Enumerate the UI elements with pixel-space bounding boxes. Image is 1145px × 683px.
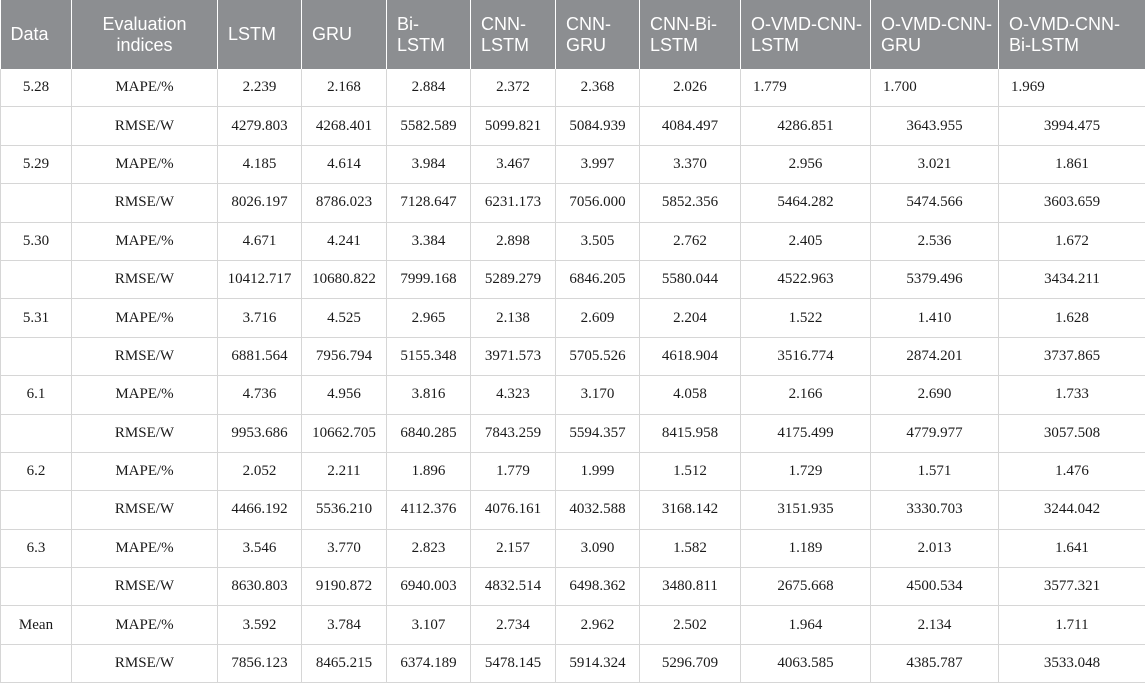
metric-cell: RMSE/W (72, 107, 218, 145)
value-cell: 3994.475 (999, 107, 1145, 145)
value-cell: 2.898 (471, 222, 556, 260)
table-row (1, 299, 1145, 337)
table-row (1, 606, 1145, 644)
value-cell: 5705.526 (556, 337, 640, 375)
value-cell: 2.013 (871, 529, 999, 567)
table-row (1, 491, 1145, 529)
metric-cell: MAPE/% (72, 145, 218, 183)
table-row (1, 452, 1145, 490)
value-cell: 3057.508 (999, 414, 1145, 452)
value-cell: 3480.811 (640, 568, 741, 606)
value-cell: 6840.285 (387, 414, 471, 452)
value-cell: 3971.573 (471, 337, 556, 375)
value-cell: 1.512 (640, 452, 741, 490)
metric-cell: RMSE/W (72, 491, 218, 529)
value-cell: 7128.647 (387, 184, 471, 222)
value-cell: 5099.821 (471, 107, 556, 145)
value-cell: 4.323 (471, 376, 556, 414)
value-cell: 2.609 (556, 299, 640, 337)
value-cell: 7856.123 (218, 644, 302, 682)
value-cell: 3168.142 (640, 491, 741, 529)
value-cell: 4466.192 (218, 491, 302, 529)
value-cell: 2.405 (741, 222, 871, 260)
value-cell: 3.816 (387, 376, 471, 414)
value-cell: 2675.668 (741, 568, 871, 606)
value-cell: 3603.659 (999, 184, 1145, 222)
table-row (1, 184, 1145, 222)
value-cell: 2.884 (387, 69, 471, 107)
value-cell: 5536.210 (302, 491, 387, 529)
value-cell: 2.734 (471, 606, 556, 644)
value-cell: 3330.703 (871, 491, 999, 529)
table-row (1, 260, 1145, 298)
value-cell: 4.736 (218, 376, 302, 414)
date-cell: 5.29 (1, 145, 72, 183)
metric-cell: RMSE/W (72, 568, 218, 606)
date-cell: 5.28 (1, 69, 72, 107)
value-cell: 2.157 (471, 529, 556, 567)
value-cell: 4500.534 (871, 568, 999, 606)
value-cell: 3577.321 (999, 568, 1145, 606)
value-cell: 3151.935 (741, 491, 871, 529)
value-cell: 1.189 (741, 529, 871, 567)
table-row (1, 376, 1145, 414)
value-cell: 8630.803 (218, 568, 302, 606)
value-cell: 4175.499 (741, 414, 871, 452)
metric-cell: RMSE/W (72, 644, 218, 682)
header-cell: LSTM (218, 0, 302, 69)
table-row (1, 107, 1145, 145)
value-cell: 3.370 (640, 145, 741, 183)
value-cell: 2.965 (387, 299, 471, 337)
value-cell: 5914.324 (556, 644, 640, 682)
value-cell: 2.690 (871, 376, 999, 414)
table-row (1, 222, 1145, 260)
value-cell: 2.962 (556, 606, 640, 644)
value-cell: 5296.709 (640, 644, 741, 682)
value-cell: 4286.851 (741, 107, 871, 145)
value-cell: 1.672 (999, 222, 1145, 260)
table-header (1, 0, 1145, 69)
value-cell: 9190.872 (302, 568, 387, 606)
date-cell: 5.31 (1, 299, 72, 337)
header-cell: CNN-Bi-LSTM (640, 0, 741, 69)
table-row (1, 414, 1145, 452)
table-row (1, 568, 1145, 606)
value-cell: 4618.904 (640, 337, 741, 375)
value-cell: 4.241 (302, 222, 387, 260)
value-cell: 3244.042 (999, 491, 1145, 529)
value-cell: 3.090 (556, 529, 640, 567)
date-cell (1, 414, 72, 452)
value-cell: 3.784 (302, 606, 387, 644)
date-cell: 6.2 (1, 452, 72, 490)
value-cell: 2.762 (640, 222, 741, 260)
value-cell: 5155.348 (387, 337, 471, 375)
header-row (1, 0, 1145, 69)
value-cell: 1.729 (741, 452, 871, 490)
table-row (1, 529, 1145, 567)
value-cell: 8465.215 (302, 644, 387, 682)
value-cell: 5084.939 (556, 107, 640, 145)
value-cell: 4832.514 (471, 568, 556, 606)
value-cell: 3.384 (387, 222, 471, 260)
value-cell: 1.779 (471, 452, 556, 490)
header-cell: GRU (302, 0, 387, 69)
metric-cell: RMSE/W (72, 414, 218, 452)
value-cell: 3434.211 (999, 260, 1145, 298)
value-cell: 6940.003 (387, 568, 471, 606)
value-cell: 4063.585 (741, 644, 871, 682)
value-cell: 6846.205 (556, 260, 640, 298)
header-cell: Data (1, 0, 72, 69)
metric-cell: MAPE/% (72, 69, 218, 107)
value-cell: 2.502 (640, 606, 741, 644)
date-cell: 6.3 (1, 529, 72, 567)
value-cell: 2.372 (471, 69, 556, 107)
value-cell: 2.536 (871, 222, 999, 260)
value-cell: 3737.865 (999, 337, 1145, 375)
value-cell: 1.628 (999, 299, 1145, 337)
value-cell: 10680.822 (302, 260, 387, 298)
value-cell: 3.592 (218, 606, 302, 644)
value-cell: 4.614 (302, 145, 387, 183)
value-cell: 6881.564 (218, 337, 302, 375)
table-row (1, 145, 1145, 183)
value-cell: 6231.173 (471, 184, 556, 222)
metric-cell: MAPE/% (72, 606, 218, 644)
date-cell: 6.1 (1, 376, 72, 414)
date-cell (1, 260, 72, 298)
date-cell (1, 568, 72, 606)
value-cell: 6374.189 (387, 644, 471, 682)
value-cell: 4.525 (302, 299, 387, 337)
value-cell: 3.107 (387, 606, 471, 644)
value-cell: 2.368 (556, 69, 640, 107)
date-cell: Mean (1, 606, 72, 644)
value-cell: 2.956 (741, 145, 871, 183)
header-cell: CNN-GRU (556, 0, 640, 69)
value-cell: 2.823 (387, 529, 471, 567)
value-cell: 7056.000 (556, 184, 640, 222)
value-cell: 1.522 (741, 299, 871, 337)
metric-cell: MAPE/% (72, 452, 218, 490)
header-cell: CNN-LSTM (471, 0, 556, 69)
value-cell: 3.021 (871, 145, 999, 183)
value-cell: 4076.161 (471, 491, 556, 529)
value-cell: 3.997 (556, 145, 640, 183)
value-cell: 3643.955 (871, 107, 999, 145)
value-cell: 4.956 (302, 376, 387, 414)
value-cell: 1.969 (999, 69, 1145, 107)
value-cell: 4279.803 (218, 107, 302, 145)
value-cell: 1.582 (640, 529, 741, 567)
date-cell: 5.30 (1, 222, 72, 260)
value-cell: 1.711 (999, 606, 1145, 644)
value-cell: 1.896 (387, 452, 471, 490)
metric-cell: RMSE/W (72, 337, 218, 375)
value-cell: 1.733 (999, 376, 1145, 414)
value-cell: 5594.357 (556, 414, 640, 452)
value-cell: 2.052 (218, 452, 302, 490)
metric-cell: MAPE/% (72, 376, 218, 414)
table-body (1, 69, 1145, 683)
table-row (1, 337, 1145, 375)
value-cell: 5464.282 (741, 184, 871, 222)
value-cell: 8026.197 (218, 184, 302, 222)
metric-cell: RMSE/W (72, 184, 218, 222)
metric-cell: MAPE/% (72, 529, 218, 567)
metric-cell: MAPE/% (72, 222, 218, 260)
value-cell: 6498.362 (556, 568, 640, 606)
value-cell: 5289.279 (471, 260, 556, 298)
value-cell: 3.716 (218, 299, 302, 337)
value-cell: 2.134 (871, 606, 999, 644)
value-cell: 3533.048 (999, 644, 1145, 682)
value-cell: 1.964 (741, 606, 871, 644)
value-cell: 9953.686 (218, 414, 302, 452)
value-cell: 2.239 (218, 69, 302, 107)
date-cell (1, 337, 72, 375)
value-cell: 1.476 (999, 452, 1145, 490)
value-cell: 3516.774 (741, 337, 871, 375)
date-cell (1, 107, 72, 145)
value-cell: 1.861 (999, 145, 1145, 183)
value-cell: 8415.958 (640, 414, 741, 452)
value-cell: 2874.201 (871, 337, 999, 375)
value-cell: 10412.717 (218, 260, 302, 298)
value-cell: 2.168 (302, 69, 387, 107)
value-cell: 5582.589 (387, 107, 471, 145)
header-cell: Evaluation indices (72, 0, 218, 69)
metric-cell: MAPE/% (72, 299, 218, 337)
value-cell: 3.170 (556, 376, 640, 414)
table-row (1, 644, 1145, 682)
value-cell: 7956.794 (302, 337, 387, 375)
value-cell: 2.026 (640, 69, 741, 107)
value-cell: 4385.787 (871, 644, 999, 682)
value-cell: 4032.588 (556, 491, 640, 529)
value-cell: 7843.259 (471, 414, 556, 452)
value-cell: 3.770 (302, 529, 387, 567)
table-row (1, 69, 1145, 107)
value-cell: 4.671 (218, 222, 302, 260)
value-cell: 4779.977 (871, 414, 999, 452)
value-cell: 4084.497 (640, 107, 741, 145)
value-cell: 3.467 (471, 145, 556, 183)
date-cell (1, 491, 72, 529)
metric-cell: RMSE/W (72, 260, 218, 298)
value-cell: 1.779 (741, 69, 871, 107)
header-cell: O-VMD-CNN-LSTM (741, 0, 871, 69)
value-cell: 4522.963 (741, 260, 871, 298)
header-cell: O-VMD-CNN-GRU (871, 0, 999, 69)
value-cell: 2.211 (302, 452, 387, 490)
value-cell: 5379.496 (871, 260, 999, 298)
value-cell: 3.505 (556, 222, 640, 260)
value-cell: 1.700 (871, 69, 999, 107)
date-cell (1, 644, 72, 682)
value-cell: 4.185 (218, 145, 302, 183)
value-cell: 4.058 (640, 376, 741, 414)
value-cell: 1.571 (871, 452, 999, 490)
value-cell: 5852.356 (640, 184, 741, 222)
value-cell: 3.984 (387, 145, 471, 183)
date-cell (1, 184, 72, 222)
value-cell: 7999.168 (387, 260, 471, 298)
value-cell: 8786.023 (302, 184, 387, 222)
value-cell: 1.410 (871, 299, 999, 337)
value-cell: 5474.566 (871, 184, 999, 222)
value-cell: 1.641 (999, 529, 1145, 567)
value-cell: 10662.705 (302, 414, 387, 452)
value-cell: 4268.401 (302, 107, 387, 145)
header-cell: Bi-LSTM (387, 0, 471, 69)
header-cell: O-VMD-CNN-Bi-LSTM (999, 0, 1145, 69)
value-cell: 2.138 (471, 299, 556, 337)
value-cell: 1.999 (556, 452, 640, 490)
value-cell: 5580.044 (640, 260, 741, 298)
value-cell: 5478.145 (471, 644, 556, 682)
value-cell: 3.546 (218, 529, 302, 567)
value-cell: 2.204 (640, 299, 741, 337)
value-cell: 4112.376 (387, 491, 471, 529)
value-cell: 2.166 (741, 376, 871, 414)
